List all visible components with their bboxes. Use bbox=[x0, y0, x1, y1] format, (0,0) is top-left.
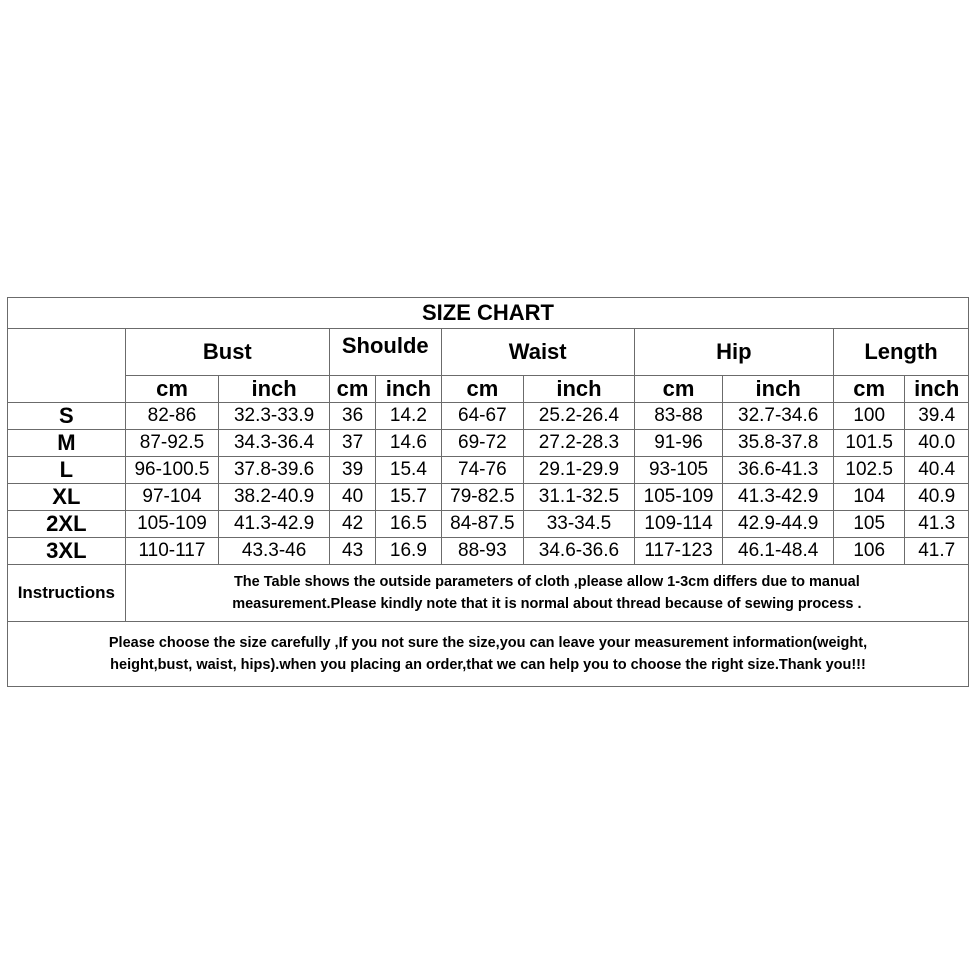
unit-header: inch bbox=[524, 376, 635, 403]
table-cell: 36 bbox=[329, 403, 375, 430]
table-cell: 40.0 bbox=[905, 430, 969, 457]
table-cell: 79-82.5 bbox=[441, 484, 524, 511]
instructions-label: Instructions bbox=[8, 565, 126, 622]
table-cell: 104 bbox=[833, 484, 904, 511]
unit-header-row bbox=[8, 376, 969, 403]
table-cell: 14.2 bbox=[376, 403, 441, 430]
table-cell: 41.7 bbox=[905, 538, 969, 565]
table-cell: 97-104 bbox=[125, 484, 219, 511]
table-cell: 25.2-26.4 bbox=[524, 403, 635, 430]
table-cell: 29.1-29.9 bbox=[524, 457, 635, 484]
size-label: M bbox=[8, 430, 126, 457]
sizing-note bbox=[8, 622, 969, 687]
table-cell: 43.3-46 bbox=[219, 538, 330, 565]
table-cell: 35.8-37.8 bbox=[723, 430, 834, 457]
table-row bbox=[8, 511, 969, 538]
table-cell: 40.4 bbox=[905, 457, 969, 484]
sizing-note-line: Please choose the size carefully ,If you not sure the size,you can leave your measurement information(weight, bbox=[108, 635, 868, 651]
table-row bbox=[8, 403, 969, 430]
table-cell: 42.9-44.9 bbox=[723, 511, 834, 538]
table-cell: 102.5 bbox=[833, 457, 904, 484]
table-cell: 34.3-36.4 bbox=[219, 430, 330, 457]
group-header-shoulder bbox=[329, 329, 441, 376]
table-cell: 43 bbox=[329, 538, 375, 565]
size-label: XL bbox=[8, 484, 126, 511]
table-cell: 14.6 bbox=[376, 430, 441, 457]
table-cell: 40 bbox=[329, 484, 375, 511]
table-cell: 93-105 bbox=[634, 457, 723, 484]
group-header-bust: Bust bbox=[125, 329, 329, 376]
table-cell: 15.7 bbox=[376, 484, 441, 511]
table-cell: 96-100.5 bbox=[125, 457, 219, 484]
note-row bbox=[8, 622, 969, 687]
unit-header: inch bbox=[723, 376, 834, 403]
table-cell: 105-109 bbox=[634, 484, 723, 511]
unit-header: inch bbox=[376, 376, 441, 403]
unit-header: cm bbox=[329, 376, 375, 403]
table-cell: 41.3-42.9 bbox=[219, 511, 330, 538]
table-cell: 42 bbox=[329, 511, 375, 538]
size-label: L bbox=[8, 457, 126, 484]
table-cell: 16.5 bbox=[376, 511, 441, 538]
table-row bbox=[8, 430, 969, 457]
table-cell: 109-114 bbox=[634, 511, 723, 538]
table-cell: 69-72 bbox=[441, 430, 524, 457]
instructions-text bbox=[125, 565, 968, 622]
group-header-shoulder-text: Shoulde bbox=[341, 333, 429, 358]
table-cell: 36.6-41.3 bbox=[723, 457, 834, 484]
table-cell: 41.3-42.9 bbox=[723, 484, 834, 511]
size-label: S bbox=[8, 403, 126, 430]
table-row bbox=[8, 538, 969, 565]
table-cell: 40.9 bbox=[905, 484, 969, 511]
table-cell: 105-109 bbox=[125, 511, 219, 538]
size-label: 2XL bbox=[8, 511, 126, 538]
group-header-length: Length bbox=[833, 329, 968, 376]
unit-header: inch bbox=[219, 376, 330, 403]
table-cell: 37.8-39.6 bbox=[219, 457, 330, 484]
table-row bbox=[8, 484, 969, 511]
table-cell: 82-86 bbox=[125, 403, 219, 430]
table-cell: 41.3 bbox=[905, 511, 969, 538]
table-cell: 83-88 bbox=[634, 403, 723, 430]
table-cell: 88-93 bbox=[441, 538, 524, 565]
table-cell: 39 bbox=[329, 457, 375, 484]
table-cell: 34.6-36.6 bbox=[524, 538, 635, 565]
table-cell: 39.4 bbox=[905, 403, 969, 430]
table-cell: 91-96 bbox=[634, 430, 723, 457]
instructions-row bbox=[8, 565, 969, 622]
table-cell: 37 bbox=[329, 430, 375, 457]
table-cell: 32.7-34.6 bbox=[723, 403, 834, 430]
table-cell: 27.2-28.3 bbox=[524, 430, 635, 457]
table-cell: 100 bbox=[833, 403, 904, 430]
title-row bbox=[8, 298, 969, 329]
table-cell: 105 bbox=[833, 511, 904, 538]
unit-header: inch bbox=[905, 376, 969, 403]
instructions-line: The Table shows the outside parameters of cloth ,please allow 1-3cm differs due to manual bbox=[233, 574, 860, 590]
table-cell: 74-76 bbox=[441, 457, 524, 484]
group-header-row bbox=[8, 329, 969, 376]
table-cell: 33-34.5 bbox=[524, 511, 635, 538]
table-cell: 101.5 bbox=[833, 430, 904, 457]
unit-header: cm bbox=[125, 376, 219, 403]
unit-header: cm bbox=[833, 376, 904, 403]
table-cell: 64-67 bbox=[441, 403, 524, 430]
sizing-note-line: height,bust, waist, hips).when you placing an order,that we can help you to choose the right size.Thank you!!! bbox=[110, 657, 866, 673]
table-cell: 16.9 bbox=[376, 538, 441, 565]
table-cell: 84-87.5 bbox=[441, 511, 524, 538]
table-cell: 38.2-40.9 bbox=[219, 484, 330, 511]
table-cell: 46.1-48.4 bbox=[723, 538, 834, 565]
group-header-hip: Hip bbox=[634, 329, 833, 376]
table-cell: 31.1-32.5 bbox=[524, 484, 635, 511]
table-cell: 15.4 bbox=[376, 457, 441, 484]
chart-title: SIZE CHART bbox=[8, 298, 969, 329]
size-label: 3XL bbox=[8, 538, 126, 565]
table-cell: 32.3-33.9 bbox=[219, 403, 330, 430]
table-cell: 117-123 bbox=[634, 538, 723, 565]
unit-header: cm bbox=[634, 376, 723, 403]
size-header-blank bbox=[8, 329, 126, 403]
table-row bbox=[8, 457, 969, 484]
instructions-line: measurement.Please kindly note that it is normal about thread because of sewing process . bbox=[232, 596, 862, 612]
unit-header: cm bbox=[441, 376, 524, 403]
group-header-waist: Waist bbox=[441, 329, 634, 376]
size-chart-table bbox=[7, 297, 969, 687]
table-cell: 110-117 bbox=[125, 538, 219, 565]
table-cell: 106 bbox=[833, 538, 904, 565]
table-cell: 87-92.5 bbox=[125, 430, 219, 457]
